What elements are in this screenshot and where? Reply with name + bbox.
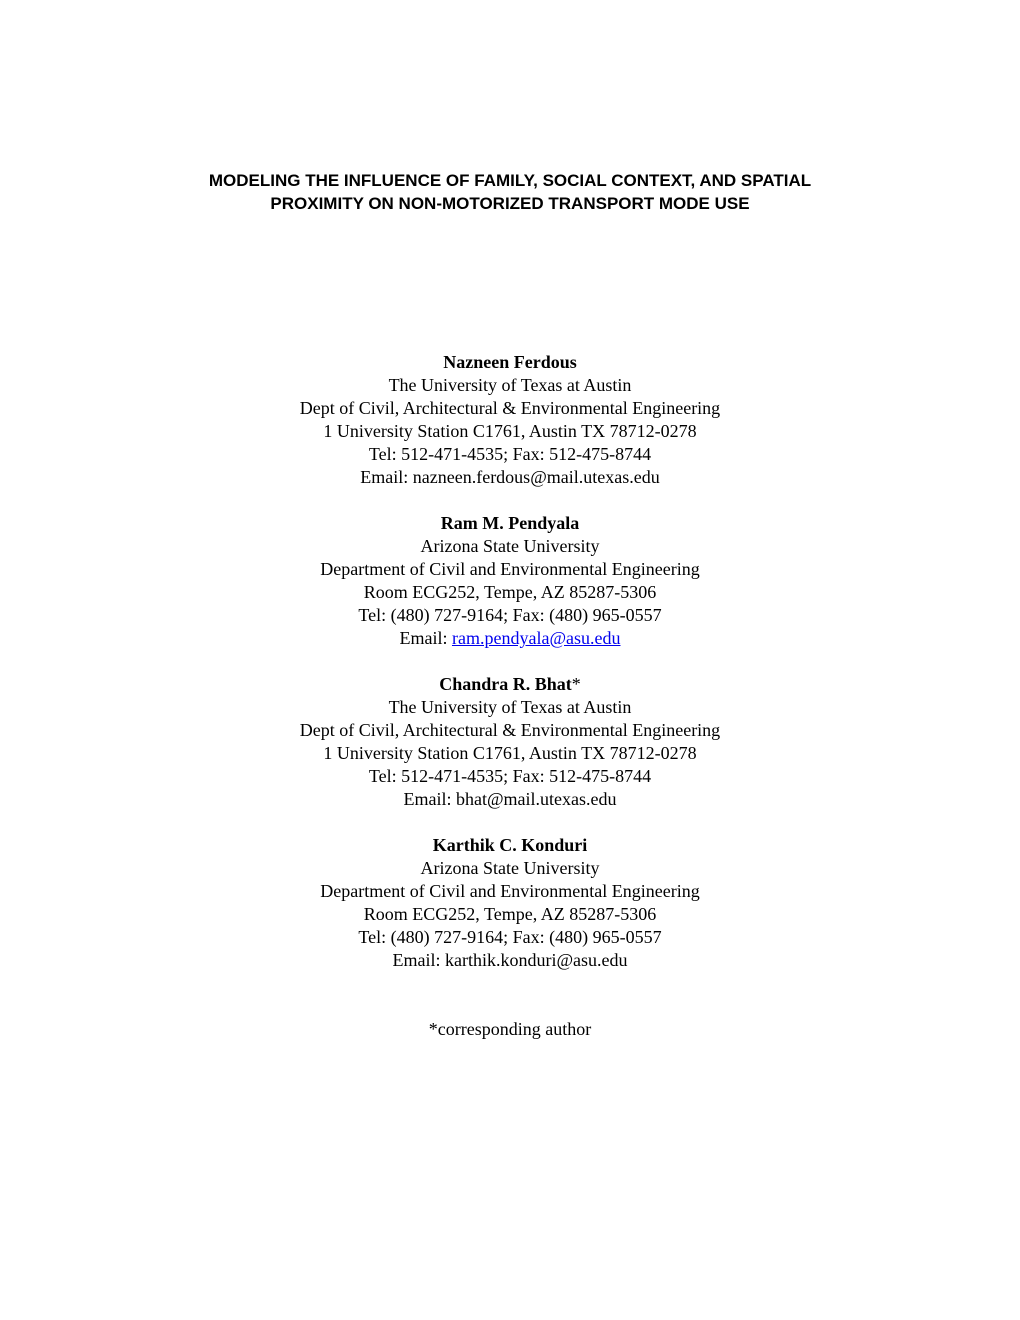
- author-name: Chandra R. Bhat*: [439, 674, 581, 694]
- paper-title-line-2: PROXIMITY ON NON-MOTORIZED TRANSPORT MODE USE: [270, 194, 750, 213]
- author-department: Department of Civil and Environmental Engineering: [320, 881, 700, 901]
- author-address: Room ECG252, Tempe, AZ 85287-5306: [363, 904, 657, 924]
- email-label: Email:: [399, 628, 452, 648]
- author-phone: Tel: 512-471-4535; Fax: 512-475-8744: [368, 766, 652, 786]
- author-address: 1 University Station C1761, Austin TX 78712-0278: [323, 743, 697, 763]
- author-email-line: [0, 949, 1020, 972]
- author-address: Room ECG252, Tempe, AZ 85287-5306: [363, 582, 657, 602]
- author-email: bhat@mail.utexas.edu: [455, 789, 617, 809]
- email-label: Email:: [392, 950, 445, 970]
- author-phone: Tel: (480) 727-9164; Fax: (480) 965-0557: [358, 927, 662, 947]
- corresponding-author-note: *corresponding author: [428, 1019, 592, 1039]
- author-block-pendyala: [0, 512, 1020, 650]
- author-email-link[interactable]: ram.pendyala@asu.edu: [451, 628, 621, 648]
- paper-title: [0, 169, 1020, 215]
- author-name: Ram M. Pendyala: [440, 513, 580, 533]
- author-department: Dept of Civil, Architectural & Environmental Engineering: [299, 398, 721, 418]
- author-block-ferdous: [0, 351, 1020, 489]
- author-email-line: [0, 788, 1020, 811]
- author-email: nazneen.ferdous@mail.utexas.edu: [412, 467, 660, 487]
- author-address: 1 University Station C1761, Austin TX 78712-0278: [323, 421, 697, 441]
- email-label: Email:: [403, 789, 456, 809]
- author-name: Karthik C. Konduri: [432, 835, 588, 855]
- author-phone: Tel: (480) 727-9164; Fax: (480) 965-0557: [358, 605, 662, 625]
- author-institution: Arizona State University: [420, 858, 600, 878]
- author-name: Nazneen Ferdous: [443, 352, 577, 372]
- author-email-line: [0, 627, 1020, 650]
- author-department: Department of Civil and Environmental Engineering: [320, 559, 700, 579]
- author-phone: Tel: 512-471-4535; Fax: 512-475-8744: [368, 444, 652, 464]
- paper-title-line-1: MODELING THE INFLUENCE OF FAMILY, SOCIAL CONTEXT, AND SPATIAL: [208, 171, 812, 190]
- author-email: karthik.konduri@asu.edu: [444, 950, 628, 970]
- author-institution: The University of Texas at Austin: [388, 697, 632, 717]
- email-label: Email:: [360, 467, 413, 487]
- corresponding-author-marker: *: [571, 674, 581, 694]
- author-block-konduri: [0, 834, 1020, 972]
- author-block-bhat: [0, 673, 1020, 811]
- author-department: Dept of Civil, Architectural & Environmental Engineering: [299, 720, 721, 740]
- author-list: [0, 351, 1020, 995]
- author-email-line: [0, 466, 1020, 489]
- author-institution: The University of Texas at Austin: [388, 375, 632, 395]
- author-institution: Arizona State University: [420, 536, 600, 556]
